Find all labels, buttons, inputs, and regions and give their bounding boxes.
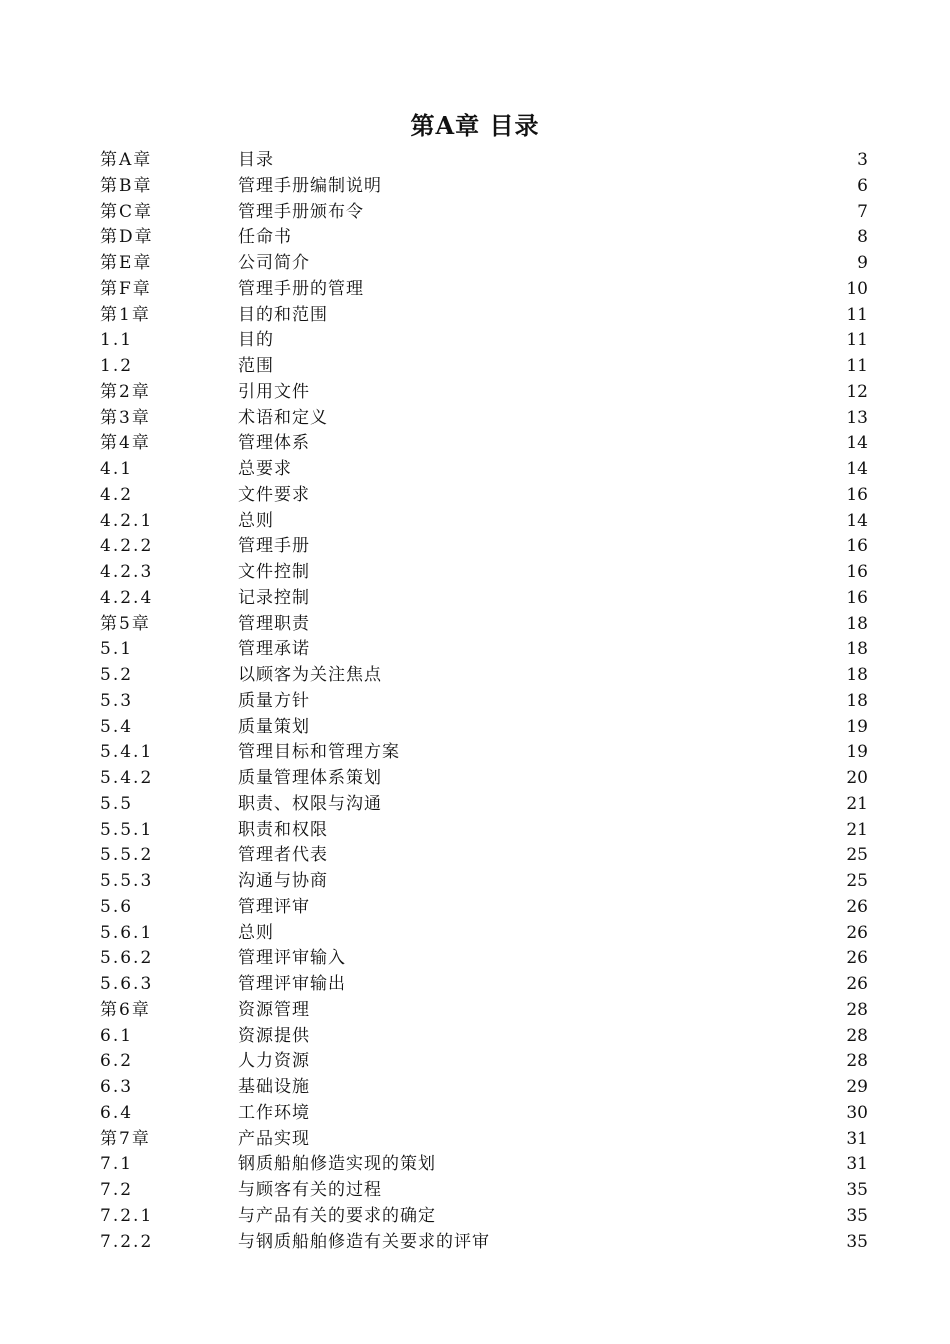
toc-entry-page-number: 26 <box>846 974 868 994</box>
toc-entry-title: 管理评审输出 <box>238 974 346 994</box>
toc-entry-number: 7.2 <box>100 1180 134 1200</box>
toc-entry-number: 5.2 <box>100 665 134 685</box>
toc-entry-page-number: 20 <box>846 768 868 788</box>
toc-entry[interactable] <box>100 354 870 380</box>
toc-entry-title: 质量方针 <box>238 690 310 711</box>
toc-entry-number: 第A章 <box>100 150 153 170</box>
toc-entry[interactable] <box>100 457 870 483</box>
toc-entry-page-number: 35 <box>846 1205 868 1226</box>
toc-entry-page-number: 13 <box>846 407 868 428</box>
toc-entry-title: 与顾客有关的过程 <box>238 1180 382 1200</box>
toc-entry-title: 人力资源 <box>238 1051 310 1072</box>
toc-entry-title: 公司简介 <box>238 253 310 273</box>
toc-entry-page-number: 18 <box>846 613 868 634</box>
toc-entry-title: 管理承诺 <box>238 639 310 660</box>
toc-entry[interactable] <box>100 586 870 612</box>
toc-entry-page-number: 10 <box>846 278 868 299</box>
toc-entry-title: 管理者代表 <box>238 845 328 866</box>
toc-entry[interactable] <box>100 1204 870 1230</box>
toc-entry-title: 管理评审输入 <box>238 948 346 969</box>
toc-entry-title: 管理职责 <box>238 613 310 634</box>
toc-entry[interactable] <box>100 200 870 226</box>
toc-entry-title: 钢质船舶修造实现的策划 <box>238 1154 436 1175</box>
toc-entry-title: 职责和权限 <box>238 819 328 840</box>
toc-entry-page-number: 11 <box>846 304 868 325</box>
toc-entry[interactable] <box>100 303 870 329</box>
toc-entry-page-number: 29 <box>846 1077 868 1097</box>
toc-entry-title: 产品实现 <box>238 1128 310 1149</box>
toc-entry[interactable] <box>100 225 870 251</box>
toc-entry-number: 7.1 <box>100 1154 134 1175</box>
toc-entry-number: 7.2.2 <box>100 1231 154 1252</box>
toc-entry[interactable] <box>100 740 870 766</box>
toc-entry[interactable] <box>100 766 870 792</box>
toc-entry[interactable] <box>100 946 870 972</box>
toc-entry-number: 1.1 <box>100 330 134 351</box>
toc-entry[interactable] <box>100 895 870 921</box>
toc-entry-title: 文件要求 <box>238 484 310 505</box>
toc-entry-number: 5.1 <box>100 639 134 660</box>
toc-entry-title: 任命书 <box>238 227 292 248</box>
toc-entry[interactable] <box>100 715 870 741</box>
toc-entry-number: 4.2.3 <box>100 562 154 582</box>
toc-entry-page-number: 25 <box>846 845 868 866</box>
toc-entry-number: 第5章 <box>100 613 151 634</box>
toc-entry-number: 5.6 <box>100 896 134 917</box>
toc-entry-page-number: 7 <box>857 201 868 222</box>
toc-entry[interactable] <box>100 174 870 200</box>
toc-entry-number: 5.4.1 <box>100 742 154 763</box>
toc-entry[interactable] <box>100 1152 870 1178</box>
toc-entry-number: 5.6.1 <box>100 922 154 943</box>
toc-entry-title: 工作环境 <box>238 1102 310 1123</box>
toc-entry-number: 第7章 <box>100 1128 151 1149</box>
toc-entry-page-number: 14 <box>846 433 868 454</box>
toc-entry-page-number: 14 <box>846 510 868 531</box>
toc-entry[interactable] <box>100 534 870 560</box>
toc-entry-number: 5.3 <box>100 690 134 711</box>
toc-entry[interactable] <box>100 843 870 869</box>
toc-entry-title: 与产品有关的要求的确定 <box>238 1205 436 1226</box>
toc-entry-number: 第2章 <box>100 381 151 402</box>
toc-entry-title: 与钢质船舶修造有关要求的评审 <box>238 1231 490 1252</box>
toc-entry-title: 总则 <box>238 510 274 531</box>
toc-entry-title: 目的和范围 <box>238 304 328 325</box>
toc-entry[interactable] <box>100 148 870 174</box>
toc-entry[interactable] <box>100 431 870 457</box>
toc-entry-title: 目录 <box>238 150 274 170</box>
toc-entry-title: 管理手册颁布令 <box>238 201 364 222</box>
toc-entry-title: 资源管理 <box>238 999 310 1020</box>
table-of-contents <box>100 148 870 1255</box>
toc-entry-title: 管理目标和管理方案 <box>238 742 400 763</box>
toc-entry[interactable] <box>100 921 870 947</box>
toc-entry[interactable] <box>100 406 870 432</box>
toc-entry-number: 5.5.3 <box>100 871 154 891</box>
toc-entry-page-number: 6 <box>857 175 868 196</box>
toc-entry-title: 管理手册 <box>238 536 310 557</box>
toc-entry-number: 第E章 <box>100 253 153 273</box>
toc-entry-number: 5.6.3 <box>100 974 154 994</box>
toc-entry-title: 管理手册编制说明 <box>238 175 382 196</box>
toc-entry-title: 文件控制 <box>238 562 310 582</box>
toc-entry[interactable] <box>100 1230 870 1256</box>
toc-entry-page-number: 25 <box>846 871 868 891</box>
toc-entry-page-number: 18 <box>846 639 868 660</box>
toc-entry-page-number: 12 <box>846 381 868 402</box>
toc-entry-number: 6.4 <box>100 1102 134 1123</box>
toc-entry-title: 基础设施 <box>238 1077 310 1097</box>
toc-entry-title: 引用文件 <box>238 381 310 402</box>
toc-entry[interactable] <box>100 1024 870 1050</box>
toc-entry-page-number: 19 <box>846 742 868 763</box>
toc-entry-page-number: 11 <box>846 330 868 351</box>
toc-entry-number: 6.1 <box>100 1025 134 1046</box>
toc-entry-number: 5.6.2 <box>100 948 154 969</box>
toc-entry-number: 第1章 <box>100 304 151 325</box>
toc-entry-number: 第B章 <box>100 175 153 196</box>
toc-entry-page-number: 18 <box>846 690 868 711</box>
toc-entry-number: 5.4.2 <box>100 768 154 788</box>
toc-entry-page-number: 35 <box>846 1180 868 1200</box>
toc-entry-page-number: 14 <box>846 459 868 479</box>
toc-entry-number: 第6章 <box>100 999 151 1020</box>
toc-entry-number: 4.2 <box>100 484 134 505</box>
toc-entry[interactable] <box>100 328 870 354</box>
toc-entry-page-number: 3 <box>857 150 868 170</box>
page-title: 第A章 目录 <box>410 111 540 140</box>
toc-entry[interactable] <box>100 1178 870 1204</box>
toc-entry-title: 目的 <box>238 330 274 351</box>
toc-entry[interactable] <box>100 1075 870 1101</box>
toc-entry-title: 范围 <box>238 356 274 376</box>
toc-entry[interactable] <box>100 869 870 895</box>
toc-entry-title: 总要求 <box>238 459 292 479</box>
toc-entry[interactable] <box>100 792 870 818</box>
toc-entry[interactable] <box>100 663 870 689</box>
toc-entry-title: 管理体系 <box>238 433 310 454</box>
toc-entry-page-number: 30 <box>846 1102 868 1123</box>
toc-entry-number: 第F章 <box>100 278 152 299</box>
toc-entry[interactable] <box>100 972 870 998</box>
toc-entry-title: 记录控制 <box>238 587 310 608</box>
toc-entry[interactable] <box>100 612 870 638</box>
toc-entry-number: 4.1 <box>100 459 134 479</box>
toc-entry-page-number: 11 <box>846 356 868 376</box>
toc-entry-number: 7.2.1 <box>100 1205 154 1226</box>
toc-entry-number: 第3章 <box>100 407 151 428</box>
toc-entry[interactable] <box>100 560 870 586</box>
toc-entry-title: 术语和定义 <box>238 407 328 428</box>
toc-entry-number: 6.2 <box>100 1051 134 1072</box>
toc-entry-number: 1.2 <box>100 356 134 376</box>
toc-entry-number: 4.2.4 <box>100 587 154 608</box>
toc-entry-title: 质量管理体系策划 <box>238 768 382 788</box>
toc-entry-page-number: 26 <box>846 922 868 943</box>
toc-entry-page-number: 19 <box>846 716 868 737</box>
toc-entry[interactable] <box>100 251 870 277</box>
toc-entry-number: 4.2.2 <box>100 536 154 557</box>
toc-entry-number: 5.4 <box>100 716 134 737</box>
toc-entry-page-number: 28 <box>846 1025 868 1046</box>
toc-entry-title: 资源提供 <box>238 1025 310 1046</box>
toc-entry-page-number: 16 <box>846 562 868 582</box>
toc-entry-page-number: 21 <box>846 819 868 840</box>
toc-entry[interactable] <box>100 380 870 406</box>
toc-entry-page-number: 28 <box>846 999 868 1020</box>
toc-entry[interactable] <box>100 1101 870 1127</box>
toc-entry-page-number: 31 <box>846 1128 868 1149</box>
toc-entry-number: 5.5 <box>100 793 134 814</box>
toc-entry-page-number: 26 <box>846 948 868 969</box>
toc-entry-page-number: 16 <box>846 536 868 557</box>
toc-entry-number: 5.5.1 <box>100 819 154 840</box>
toc-entry[interactable] <box>100 818 870 844</box>
toc-entry-page-number: 8 <box>857 227 868 248</box>
toc-entry-number: 4.2.1 <box>100 510 154 531</box>
toc-entry-title: 管理手册的管理 <box>238 278 364 299</box>
toc-entry-title: 以顾客为关注焦点 <box>238 665 382 685</box>
toc-entry-page-number: 21 <box>846 793 868 814</box>
toc-entry-page-number: 16 <box>846 484 868 505</box>
toc-entry-number: 第D章 <box>100 227 154 248</box>
toc-entry-title: 总则 <box>238 922 274 943</box>
toc-entry[interactable] <box>100 998 870 1024</box>
toc-entry-page-number: 26 <box>846 896 868 917</box>
toc-entry-page-number: 31 <box>846 1154 868 1175</box>
toc-entry[interactable] <box>100 637 870 663</box>
toc-entry-number: 5.5.2 <box>100 845 154 866</box>
toc-entry-title: 职责、权限与沟通 <box>238 793 382 814</box>
toc-entry[interactable] <box>100 1127 870 1153</box>
toc-entry-page-number: 28 <box>846 1051 868 1072</box>
toc-entry-title: 管理评审 <box>238 896 310 917</box>
toc-entry[interactable] <box>100 509 870 535</box>
toc-entry-page-number: 18 <box>846 665 868 685</box>
toc-entry[interactable] <box>100 277 870 303</box>
toc-entry-number: 第4章 <box>100 433 151 454</box>
toc-entry[interactable] <box>100 1049 870 1075</box>
toc-entry-page-number: 16 <box>846 587 868 608</box>
toc-entry-page-number: 35 <box>846 1231 868 1252</box>
toc-entry-title: 沟通与协商 <box>238 871 328 891</box>
toc-entry[interactable] <box>100 483 870 509</box>
toc-entry-number: 第C章 <box>100 201 154 222</box>
toc-entry-page-number: 9 <box>857 253 868 273</box>
toc-entry-number: 6.3 <box>100 1077 134 1097</box>
toc-entry[interactable] <box>100 689 870 715</box>
toc-entry-title: 质量策划 <box>238 716 310 737</box>
